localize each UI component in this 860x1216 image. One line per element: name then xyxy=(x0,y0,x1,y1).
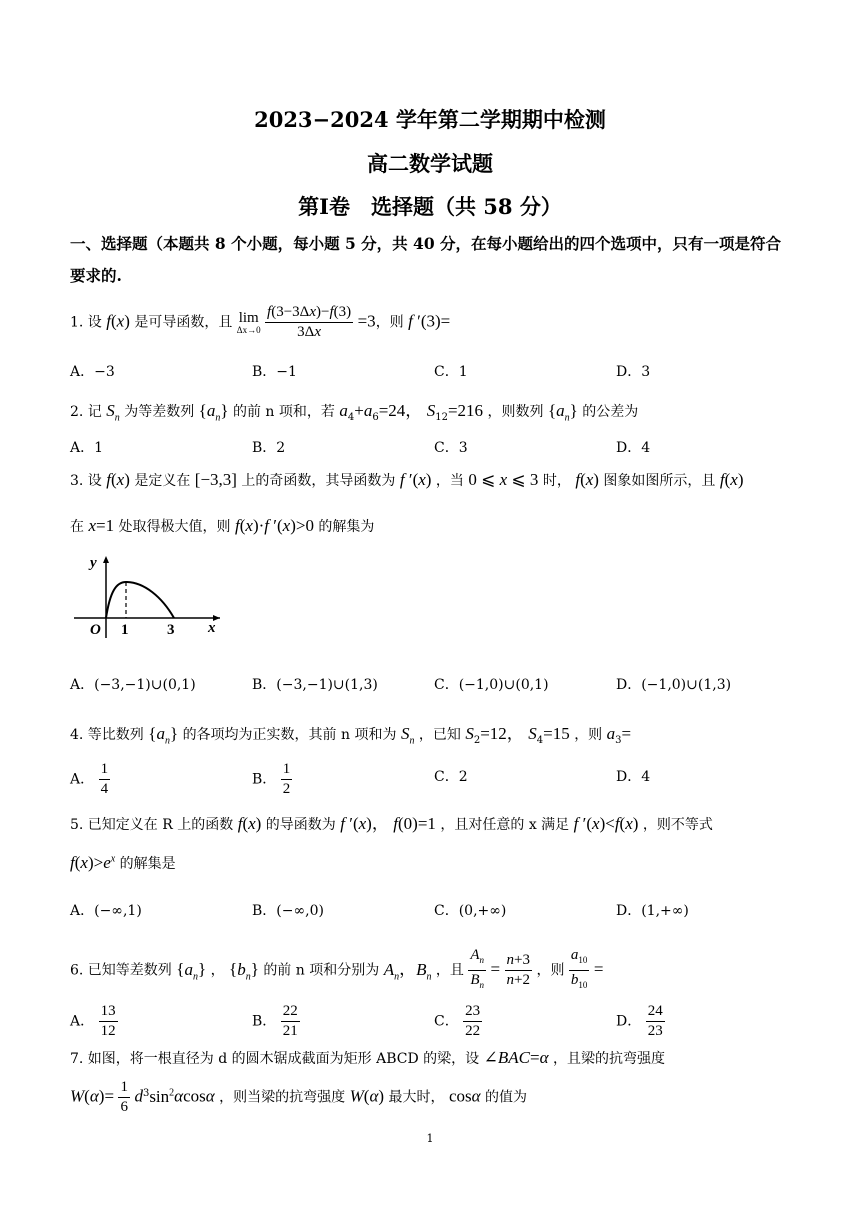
option-c[interactable]: C．(−1,0)∪(0,1) xyxy=(434,677,549,693)
exam-title: 2023−2024 学年第二学期期中检测 xyxy=(254,107,606,132)
option-d[interactable]: D．4 xyxy=(616,769,651,785)
question-6-stem: 6. 已知等差数列 $\{a_n\}$ ， $\{b_n\}$ 的前 n 项和分别为 $A_n$，$B_n$ ，且 $\frac{A_n}{B_n}$ = $\frac{n+3}{n+2}$ ，则 $\frac{a_{10}}{b_{10}}$ = xyxy=(70,947,604,990)
question-5-stem: 5. 已知定义在 R 上的函数 f(x) 的导函数为 f ′(x)， f(0)=1 ，且对任意的 x 满足 f ′(x)<f(x) ，则不等式 xyxy=(70,814,713,833)
option-c[interactable]: C．3 xyxy=(434,440,468,456)
question-2-stem: 2. 记 $S_n$ 为等差数列 $\{a_n\}$ 的前 n 项和，若 $a_4+a_6=24$， $S_{12}=216$ ，则数列 $\{a_n\}$ 的公差为 xyxy=(70,401,639,424)
option-d[interactable]: D．(−1,0)∪(1,3) xyxy=(616,677,732,693)
exam-subject: 高二数学试题 xyxy=(367,151,493,176)
option-d[interactable]: D．4 xyxy=(616,440,651,456)
option-a[interactable]: A． $\frac{1}{4}$ xyxy=(70,761,109,797)
tick-1-label: 1 xyxy=(121,622,129,638)
question-3-stem-line2: 在 x=1 处取得极大值，则 f(x)·f ′(x)>0 的解集为 xyxy=(70,516,375,535)
x-label: x xyxy=(208,620,216,636)
option-d[interactable]: D． $\frac{24}{23}$ xyxy=(616,1003,663,1039)
option-d[interactable]: D．(1,+∞) xyxy=(616,903,689,919)
question-7-stem: 7. 如图，将一根直径为 d 的圆木锯成截面为矩形 ABCD 的梁，设 ∠BAC=α ，且梁的抗弯强度 xyxy=(70,1048,665,1067)
y-axis-arrow xyxy=(103,556,109,563)
option-c[interactable]: C．1 xyxy=(434,364,468,380)
part-heading: 第Ⅰ卷 选择题（共 58 分） xyxy=(298,194,562,219)
origin-label: O xyxy=(90,622,101,638)
question-5-options xyxy=(70,900,800,930)
y-label: y xyxy=(90,555,97,571)
option-b[interactable]: B．2 xyxy=(252,440,286,456)
option-a[interactable]: A．(−3,−1)∪(0,1) xyxy=(70,677,196,693)
option-c[interactable]: C． $\frac{23}{22}$ xyxy=(434,1003,481,1039)
option-d[interactable]: D．3 xyxy=(616,364,651,380)
question-7-stem-line2: W(α)= $\frac{1}{6}$ $d^3\sin^2\alpha\cos\alpha$ ，则当梁的抗弯强度 W(α) 最大时， cosα 的值为 xyxy=(70,1079,528,1115)
question-6-options xyxy=(70,1002,800,1046)
question-1-options xyxy=(70,361,800,391)
page-number: 1 xyxy=(426,1132,434,1145)
option-a[interactable]: A． $\frac{13}{12}$ xyxy=(70,1003,116,1039)
option-a[interactable]: A．−3 xyxy=(70,364,115,380)
option-b[interactable]: B．(−∞,0) xyxy=(252,903,324,919)
option-c[interactable]: C．2 xyxy=(434,769,468,785)
question-1-stem: 1. 设 f(x) 是可导函数，且 lim Δx→0 $\frac{f(3-3\Delta x)-f(3)}{3\Delta x}$ =3，则 f ′(3)= xyxy=(70,304,451,340)
question-3-options xyxy=(70,674,800,704)
question-3-graph xyxy=(72,552,222,642)
option-b[interactable]: B． $\frac{1}{2}$ xyxy=(252,761,291,797)
question-5-stem-line2: $f(x)>e^x$ 的解集是 xyxy=(70,853,176,872)
question-2-options xyxy=(70,437,800,467)
tick-3-label: 3 xyxy=(167,622,175,638)
function-curve xyxy=(106,582,174,618)
option-b[interactable]: B． $\frac{22}{21}$ xyxy=(252,1003,298,1039)
question-3-stem: 3. 设 f(x) 是定义在 [−3,3] 上的奇函数，其导函数为 f ′(x) ，当 0 ⩽ x ⩽ 3 时， f(x) 图象如图所示，且 f(x) xyxy=(70,470,744,489)
question-4-stem: 4. 等比数列 $\{a_n\}$ 的各项均为正实数，其前 n 项和为 $S_n$ ，已知 $S_2=12$， $S_4=15$ ，则 $a_3=$ xyxy=(70,724,632,747)
option-a[interactable]: A．(−∞,1) xyxy=(70,903,142,919)
question-4-options xyxy=(70,752,800,796)
section-heading: 一、选择题（本题共 8 个小题，每小题 5 分，共 40 分，在每小题给出的四个选项中，只有一项是符合要求的. xyxy=(70,234,782,285)
option-a[interactable]: A．1 xyxy=(70,440,104,456)
option-b[interactable]: B．(−3,−1)∪(1,3) xyxy=(252,677,378,693)
option-b[interactable]: B．−1 xyxy=(252,364,297,380)
option-c[interactable]: C．(0,+∞) xyxy=(434,903,507,919)
